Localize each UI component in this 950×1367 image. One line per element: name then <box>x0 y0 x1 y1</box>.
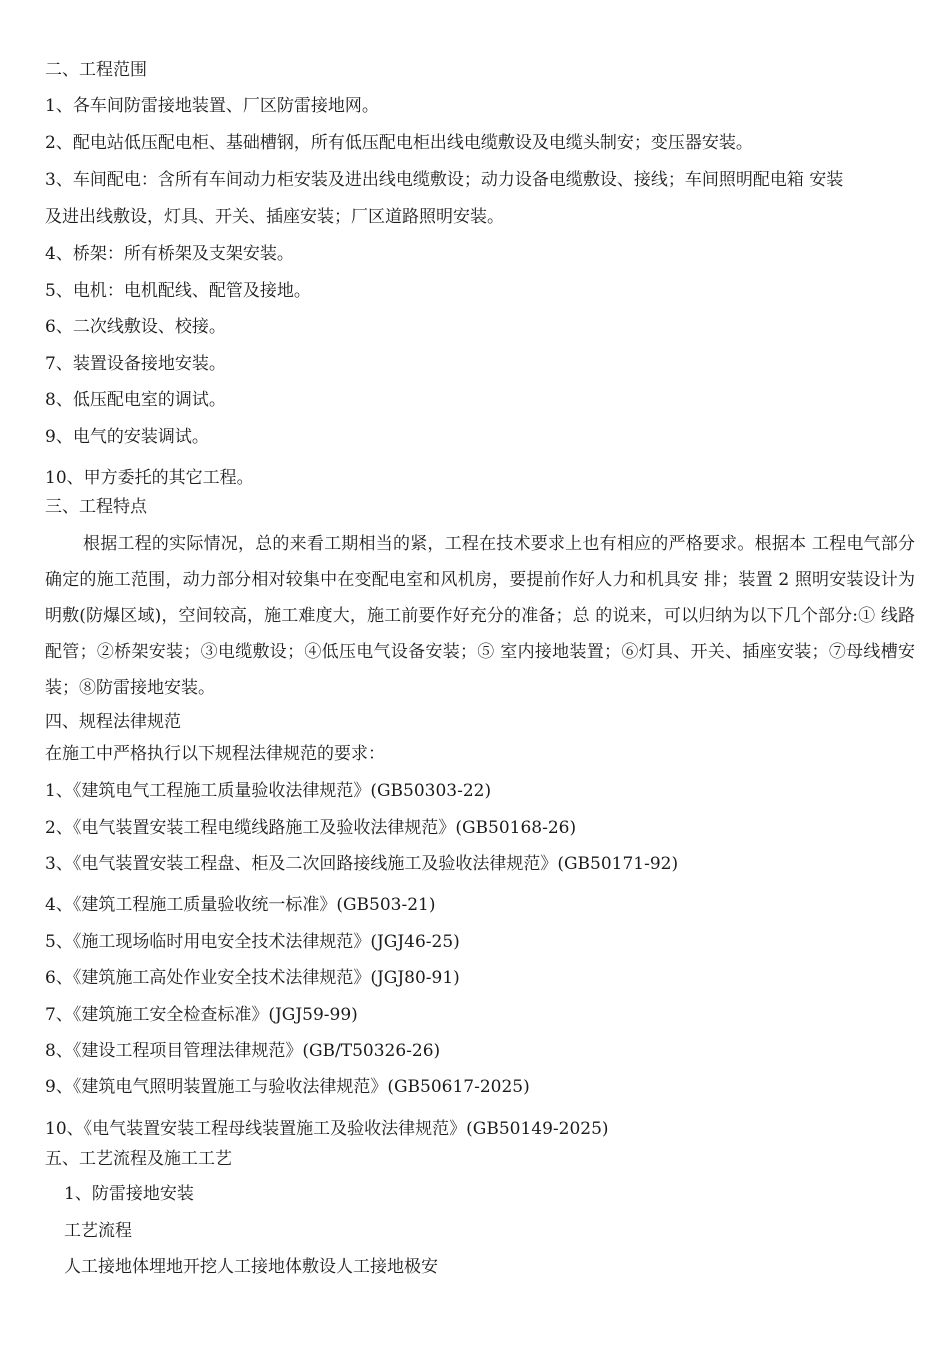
list-item: 8、低压配电室的调试。 <box>45 390 226 410</box>
section-heading-scope: 二、工程范围 <box>45 60 147 80</box>
list-item: 6、二次线敷设、校接。 <box>45 317 226 337</box>
list-item: 3、车间配电：含所有车间动力柜安装及进出线电缆敷设；动力设备电缆敷设、接线；车间照明配电箱 安装 <box>45 170 844 190</box>
list-item: 2、配电站低压配电柜、基础槽钢，所有低压配电柜出线电缆敷设及电缆头制安；变压器安装。 <box>45 133 753 153</box>
list-item: 7、装置设备接地安装。 <box>45 354 226 374</box>
standard-item: 10、《电气装置安装工程母线装置施工及验收法律规范》(GB50149-2025) <box>45 1119 609 1139</box>
standard-item: 6、《建筑施工高处作业安全技术法律规范》(JGJ80-91) <box>45 968 460 988</box>
standard-item: 7、《建筑施工安全检查标准》(JGJ59-99) <box>45 1005 358 1025</box>
list-item: 4、桥架：所有桥架及支架安装。 <box>45 244 294 264</box>
process-title: 工艺流程 <box>64 1221 132 1241</box>
features-paragraph: 根据工程的实际情况，总的来看工期相当的紧，工程在技术要求上也有相应的严格要求。根据本 工程电气部分确定的施工范围，动力部分相对较集中在变配电室和风机房，要提前作好人力和机具安 排；装置 2 照明安装设计为明敷(防爆区域)，空间较高，施工难度大，施工前要作好充分的准备；总 的说来，可以归纳为以下几个部分:① 线路配管；②桥架安装；③电缆敷设；④低压电气设备安装；⑤ 室内接地装置；⑥灯具、开关、插座安装；⑦母线槽安装；⑧防雷接地安装。 <box>45 534 915 698</box>
list-item: 9、电气的安装调试。 <box>45 427 209 447</box>
list-item: 10、甲方委托的其它工程。 <box>45 468 254 488</box>
standard-item: 3、《电气装置安装工程盘、柜及二次回路接线施工及验收法律规范》(GB50171-92) <box>45 854 679 874</box>
list-item: 1、各车间防雷接地装置、厂区防雷接地网。 <box>45 96 379 116</box>
list-item: 5、电机：电机配线、配管及接地。 <box>45 281 311 301</box>
standard-item: 2、《电气装置安装工程电缆线路施工及验收法律规范》(GB50168-26) <box>45 818 577 838</box>
standard-item: 8、《建设工程项目管理法律规范》(GB/T50326-26) <box>45 1041 441 1061</box>
standard-item: 9、《建筑电气照明装置施工与验收法律规范》(GB50617-2025) <box>45 1077 530 1097</box>
section-heading-process: 五、工艺流程及施工工艺 <box>45 1149 232 1169</box>
standard-item: 1、《建筑电气工程施工质量验收法律规范》(GB50303-22) <box>45 781 492 801</box>
section-heading-features: 三、工程特点 <box>45 497 147 517</box>
sub-heading-lightning-grounding: 1、防雷接地安装 <box>64 1184 194 1204</box>
standard-item: 4、《建筑工程施工质量验收统一标准》(GB503-21) <box>45 895 436 915</box>
process-text: 人工接地体埋地开挖人工接地体敷设人工接地极安 <box>64 1257 438 1277</box>
list-item-continuation: 及进出线敷设，灯具、开关、插座安装；厂区道路照明安装。 <box>45 207 504 227</box>
section-heading-standards: 四、规程法律规范 <box>45 712 181 732</box>
standard-item: 5、《施工现场临时用电安全技术法律规范》(JGJ46-25) <box>45 932 460 952</box>
standards-intro: 在施工中严格执行以下规程法律规范的要求： <box>45 744 385 764</box>
